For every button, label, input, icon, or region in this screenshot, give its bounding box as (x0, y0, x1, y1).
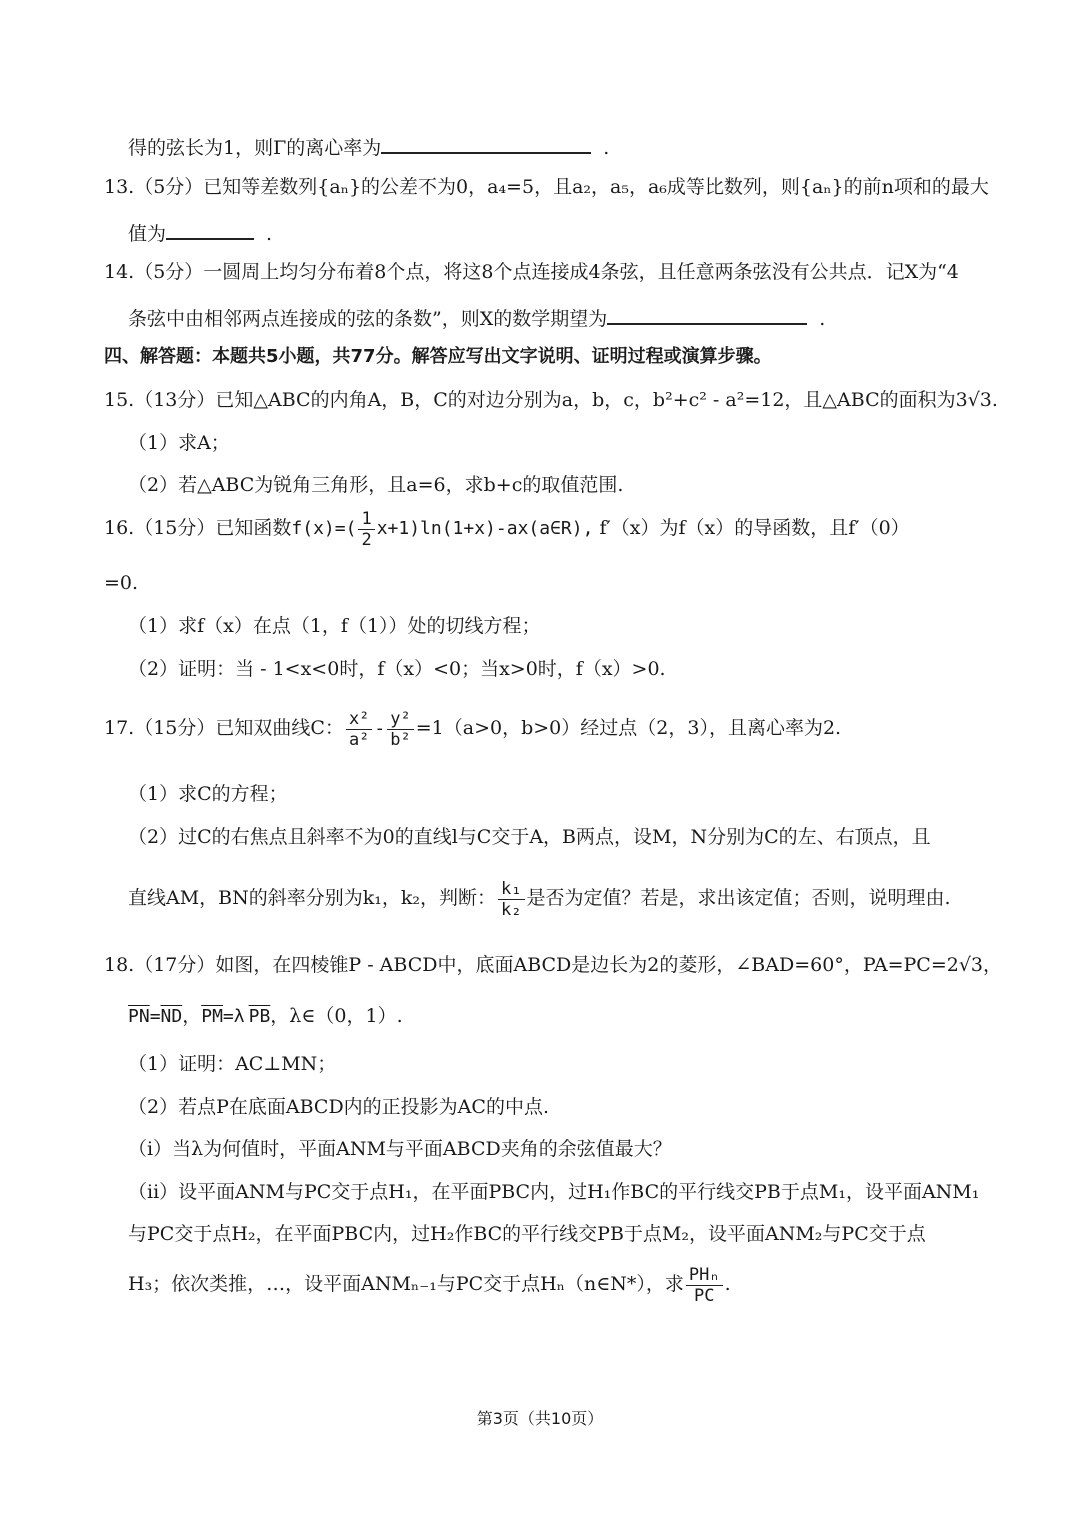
formula: f(x)=( (291, 518, 357, 539)
numerator: 1 (358, 509, 374, 530)
question-18-part2: （2）若点P在底面ABCD内的正投影为AC的中点. (128, 1096, 549, 1118)
question-17-part2-cont (128, 872, 951, 924)
fraction (498, 879, 524, 920)
text: 得的弦长为1，则Γ的离心率为 (128, 137, 382, 159)
fraction (346, 709, 372, 750)
question-17-part1: （1）求C的方程； (128, 783, 288, 805)
text: 16.（15分）已知函数 (104, 517, 292, 539)
vector: $\overline{ND}$ (160, 1006, 183, 1027)
question-15: 15.（13分）已知△ABC的内角A，B，C的对边分别为a，b，c，b²+c² - a²=12，且△ABC的面积为3√3. (104, 389, 998, 411)
vector: $\overline{PB}$ (248, 1006, 271, 1027)
denominator: b² (390, 729, 411, 750)
question-13: 13.（5分）已知等差数列{aₙ}的公差不为0，a₄=5，且a₂，a₅，a₆成等比数列，则{aₙ}的前n项和的最大 (104, 176, 989, 198)
page-footer: 第3页（共10页） (476, 1409, 604, 1428)
question-17-part2: （2）过C的右焦点且斜率不为0的直线l与C交于A，B两点，设M，N分别为C的左、右顶点，且 (128, 826, 931, 848)
denominator: PC (694, 1285, 715, 1306)
answer-blank (607, 303, 807, 325)
text: 直线AM，BN的斜率分别为k₁，k₂，判断： (128, 887, 497, 909)
operator: = (149, 1006, 161, 1027)
text: ， (182, 1005, 202, 1027)
text: ，λ∈（0，1）. (270, 1005, 403, 1027)
question-13-cont (128, 218, 272, 246)
text: H₃；依次类推，…，设平面ANMₙ₋₁与PC交于点Hₙ（n∈N*），求 (128, 1273, 684, 1295)
text: . (266, 223, 273, 245)
question-18-vectors (128, 1004, 403, 1029)
question-16-cont: =0. (104, 572, 139, 594)
numerator: k₁ (498, 879, 524, 900)
denominator: 2 (361, 529, 372, 550)
fraction (358, 509, 374, 550)
numerator: y² (387, 709, 413, 730)
formula: x+1)ln(1+x)-ax(a∈R), (376, 518, 594, 539)
question-17 (104, 704, 841, 753)
text: . (819, 308, 826, 330)
text: 条弦中由相邻两点连接成的弦的条数”，则X的数学期望为 (128, 308, 608, 330)
text: f′（x）为f（x）的导函数，且f′（0） (599, 517, 910, 539)
question-16 (104, 506, 910, 551)
denominator: k₂ (501, 899, 522, 920)
question-16-part1: （1）求f（x）在点（1，f（1））处的切线方程； (128, 615, 541, 637)
text: . (724, 1273, 731, 1295)
question-18: 18.（17分）如图，在四棱锥P - ABCD中，底面ABCD是边长为2的菱形，∠BAD=60°，PA=PC=2√3， (104, 954, 1003, 976)
numerator: x² (346, 709, 372, 730)
line-q12-tail (128, 132, 609, 160)
text: 值为 (128, 223, 167, 245)
vector: $\overline{PM}$ (201, 1006, 223, 1027)
question-18-part2-ii-cont: 与PC交于点H₂，在平面PBC内，过H₂作BC的平行线交PB于点M₂，设平面ANM₂与PC交于点 (128, 1223, 926, 1245)
answer-blank (381, 132, 591, 154)
numerator: PHₙ (686, 1265, 723, 1286)
operator: - (374, 718, 386, 739)
question-18-part2-i: （i）当λ为何值时，平面ANM与平面ABCD夹角的余弦值最大？ (128, 1138, 672, 1160)
question-18-part2-ii-cont2 (128, 1260, 731, 1308)
fraction (387, 709, 413, 750)
question-15-part1: （1）求A； (128, 432, 230, 454)
fraction (686, 1265, 723, 1306)
question-18-part2-ii: （ii）设平面ANM与PC交于点H₁，在平面PBC内，过H₁作BC的平行线交PB于点M₁，设平面ANM₁ (128, 1181, 980, 1203)
operator: =λ (222, 1006, 245, 1027)
text: . (603, 137, 610, 159)
question-16-part2: （2）证明：当 - 1<x<0时，f（x）<0；当x>0时，f（x）>0. (128, 658, 666, 680)
text: 17.（15分）已知双曲线C： (104, 717, 344, 739)
question-14-cont (128, 303, 825, 331)
answer-blank (166, 218, 254, 240)
text: =1（a>0，b>0）经过点（2，3），且离心率为2. (415, 717, 842, 739)
question-14: 14.（5分）一圆周上均匀分布着8个点，将这8个点连接成4条弦，且任意两条弦没有公共点．记X为“4 (104, 261, 959, 283)
question-18-part1: （1）证明：AC⊥MN； (128, 1053, 337, 1075)
question-15-part2: （2）若△ABC为锐角三角形，且a=6，求b+c的取值范围. (128, 474, 624, 496)
denominator: a² (348, 729, 370, 750)
text: 是否为定值？若是，求出该定值；否则，说明理由. (526, 887, 951, 909)
section-heading: 四、解答题：本题共5小题，共77分。解答应写出文字说明、证明过程或演算步骤。 (104, 346, 772, 367)
vector: $\overline{PN}$ (128, 1006, 150, 1027)
